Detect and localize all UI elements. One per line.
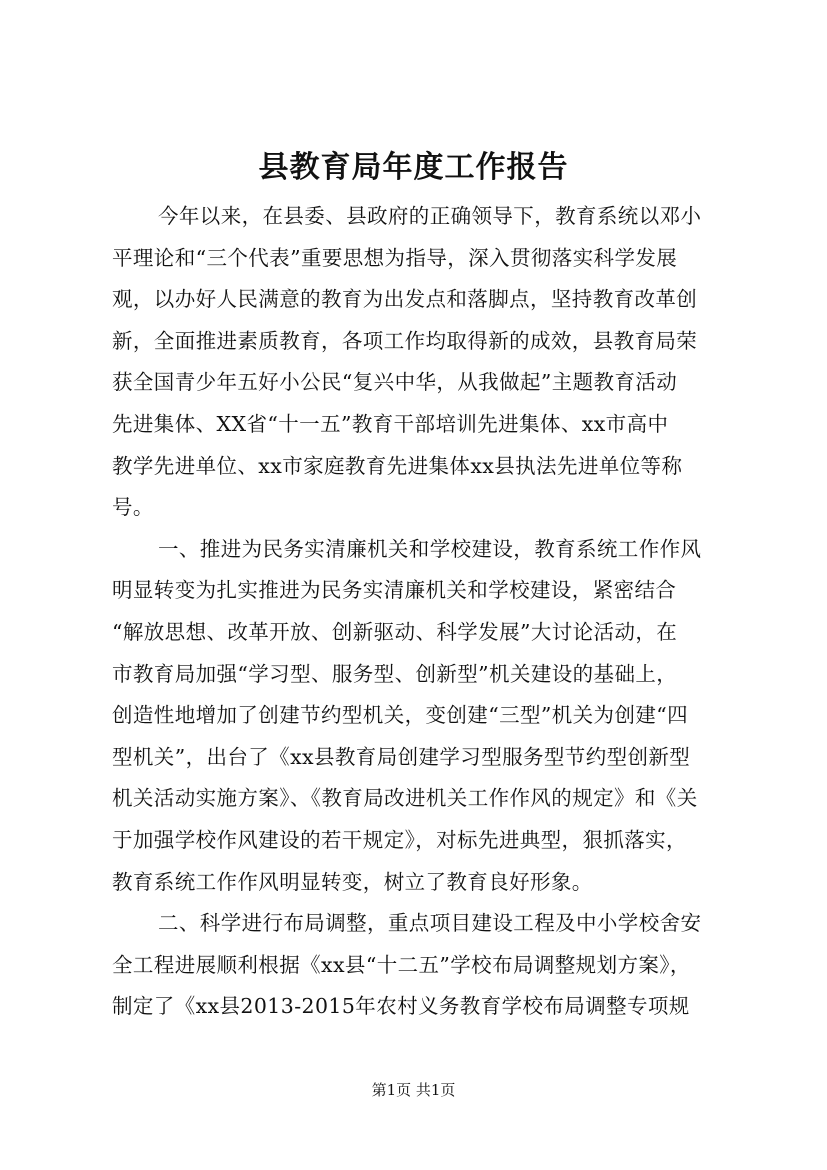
body-line: 新，全面推进素质教育，各项工作均取得新的成效，县教育局荣 <box>112 328 698 353</box>
body-line: 市教育局加强“学习型、服务型、创新型”机关建设的基础上， <box>112 661 678 686</box>
body-line: 全工程进展顺利根据《xx县“十二五”学校布局调整规划方案》， <box>112 952 691 977</box>
body-line: “解放思想、改革开放、创新驱动、科学发展”大讨论活动，在 <box>112 619 678 644</box>
body-line: 机关活动实施方案》、《教育局改进机关工作作风的规定》和《关 <box>112 786 698 811</box>
page-footer: 第1页 共1页 <box>371 1081 456 1099</box>
document-title: 县教育局年度工作报告 <box>258 150 569 185</box>
body-line: 一、推进为民务实清廉机关和学校建设，教育系统工作作风 <box>158 536 702 561</box>
body-line: 于加强学校作风建设的若干规定》，对标先进典型，狠抓落实， <box>112 827 687 852</box>
body-line: 先进集体、XX省“十一五”教育干部培训先进集体、xx市高中 <box>112 411 669 436</box>
body-line: 号。 <box>112 495 154 520</box>
body-line: 明显转变为扎实推进为民务实清廉机关和学校建设，紧密结合 <box>112 578 677 603</box>
body-line: 创造性地增加了创建节约型机关，变创建“三型”机关为创建“四 <box>112 703 689 728</box>
body-line: 平理论和“三个代表”重要思想为指导，深入贯彻落实科学发展 <box>112 245 678 270</box>
body-line: 型机关”，出台了《xx县教育局创建学习型服务型节约型创新型 <box>112 744 691 769</box>
body-line: 教学先进单位、xx市家庭教育先进集体xx县执法先进单位等称 <box>112 453 683 478</box>
body-line: 今年以来，在县委、县政府的正确领导下，教育系统以邓小 <box>158 204 702 228</box>
body-line: 二、科学进行布局调整，重点项目建设工程及中小学校舍安 <box>158 911 702 936</box>
body-line: 获全国青少年五好小公民“复兴中华，从我做起”主题教育活动 <box>112 370 678 395</box>
body-line: 教育系统工作作风明显转变，树立了教育良好形象。 <box>112 869 593 894</box>
document-body <box>112 196 752 1028</box>
body-line: 观，以办好人民满意的教育为出发点和落脚点，坚持教育改革创 <box>112 287 698 312</box>
body-line: 制定了《xx县2013-2015年农村义务教育学校布局调整专项规 <box>112 994 690 1019</box>
